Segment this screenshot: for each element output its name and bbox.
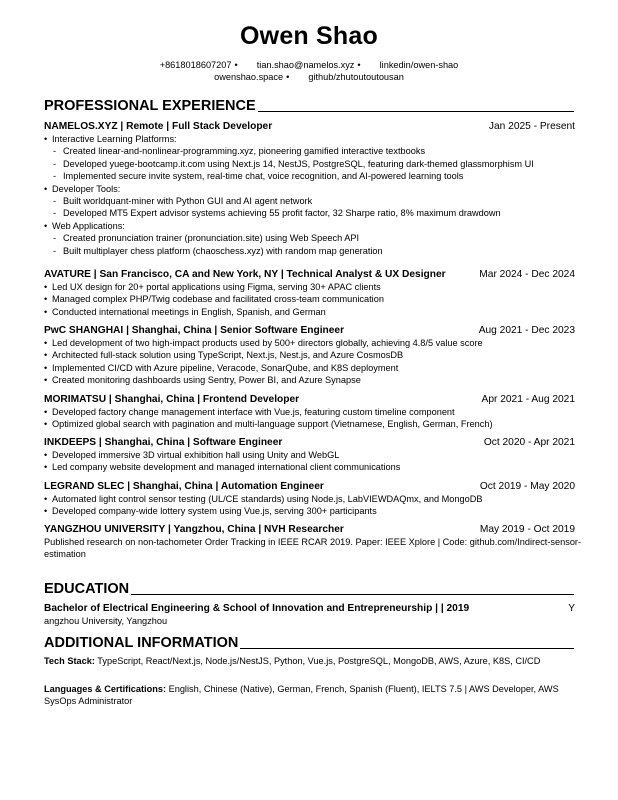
job-date: Mar 2024 - Dec 2024: [479, 269, 575, 280]
job-date: Oct 2019 - May 2020: [479, 481, 575, 492]
list-item: • Led UX design for 20+ portal applications using Figma, serving 30+ APAC clients: [44, 281, 575, 293]
sub-list-item: - Built worldquant-miner with Python GUI and AI agent network: [44, 195, 575, 207]
section-rule: [131, 594, 574, 595]
list-item: • Interactive Learning Platforms:: [44, 133, 575, 145]
sub-list-item: - Implemented secure invite system, real-time chat, voice recognition, and AI-powered learning tools: [44, 170, 575, 182]
list-item: • Developed factory change management interface with Vue.js, featuring custom timeline component: [44, 406, 575, 418]
list-item: • Automated light control sensor testing (UL/CE standards) using Node.js, LabVIEWDAQmx, and MongoDB: [44, 493, 575, 505]
job-title: NAMELOS.XYZ | Remote | Full Stack Developer: [44, 121, 273, 132]
school-name: angzhou University, Yangzhou: [44, 616, 168, 626]
job-title: LEGRAND SLEC | Shanghai, China | Automation Engineer: [44, 481, 324, 492]
education-entry: [44, 602, 575, 627]
list-item: • Implemented CI/CD with Azure pipeline, Veracode, SonarQube, and K8S deployment: [44, 362, 575, 374]
phone-number: +8618018607207: [159, 60, 232, 70]
languages-label: Languages & Certifications:: [44, 684, 167, 694]
experience-section-title: [44, 98, 574, 114]
job-title: YANGZHOU UNIVERSITY | Yangzhou, China | NVH Researcher: [44, 524, 344, 535]
job-date: Jan 2025 - Present: [488, 121, 575, 132]
github-link[interactable]: github/zhutoutoutousan: [308, 72, 404, 82]
additional-section-title: [44, 635, 574, 651]
separator-dot: •: [286, 72, 290, 82]
list-item: • Managed complex PHP/Twig codebase and facilitated cross-team communication: [44, 293, 575, 305]
education-heading: EDUCATION: [44, 581, 130, 597]
list-item: • Optimized global search with pagination and multi-language support (Vietnamese, English, German, French): [44, 418, 575, 430]
list-item: • Developer Tools:: [44, 183, 575, 195]
degree-right-text: Y: [568, 603, 575, 614]
job-avature: [44, 268, 575, 318]
candidate-name: Owen Shao: [240, 22, 378, 50]
linkedin-link[interactable]: linkedin/owen-shao: [379, 60, 459, 70]
job-date: May 2019 - Oct 2019: [479, 524, 575, 535]
degree-title: Bachelor of Electrical Engineering & School of Innovation and Entrepreneurship | | 2019: [44, 603, 470, 614]
job-title: INKDEEPS | Shanghai, China | Software Engineer: [44, 437, 283, 448]
experience-heading: PROFESSIONAL EXPERIENCE: [44, 98, 256, 114]
contact-line-2: [0, 71, 618, 83]
list-item: • Architected full-stack solution using TypeScript, Next.js, Nest.js, and Azure CosmosDB: [44, 349, 575, 361]
job-pwc: [44, 324, 575, 387]
job-morimatsu: [44, 393, 575, 431]
sub-list-item: - Created pronunciation trainer (pronunciation.site) using Web Speech API: [44, 232, 575, 244]
job-legrand: [44, 480, 575, 518]
section-rule: [258, 111, 574, 112]
list-item: • Conducted international meetings in English, Spanish, and German: [44, 306, 575, 318]
website-link[interactable]: owenshao.space: [214, 72, 284, 82]
education-section-title: [44, 581, 574, 597]
tech-stack-label: Tech Stack:: [44, 656, 95, 666]
additional-heading: ADDITIONAL INFORMATION: [44, 635, 239, 651]
sub-list-item: - Developed yuege-bootcamp.it.com using Next.js 14, NestJS, PostgreSQL, featuring dark-themed glassmorphism UI: [44, 158, 575, 170]
tech-stack: [44, 655, 575, 667]
email-link[interactable]: tian.shao@namelos.xyz: [256, 60, 355, 70]
languages-certifications: [44, 683, 575, 708]
job-title: AVATURE | San Francisco, CA and New York, NY | Technical Analyst & UX Designer: [44, 269, 446, 280]
job-date: Oct 2020 - Apr 2021: [483, 437, 575, 448]
job-inkdeeps: [44, 436, 575, 474]
job-date: Aug 2021 - Dec 2023: [478, 325, 575, 336]
job-title: MORIMATSU | Shanghai, China | Frontend Developer: [44, 394, 300, 405]
job-date: Apr 2021 - Aug 2021: [481, 394, 575, 405]
list-item: • Led company website development and managed international client communications: [44, 461, 575, 473]
sub-list-item: - Built multiplayer chess platform (chaoschess.xyz) with random map generation: [44, 245, 575, 257]
sub-list-item: - Created linear-and-nonlinear-programming.xyz, pioneering gamified interactive textbooks: [44, 145, 575, 157]
separator-dot: •: [357, 60, 361, 70]
list-item: • Developed immersive 3D virtual exhibition hall using Unity and WebGL: [44, 449, 575, 461]
sub-list-item: - Developed MT5 Expert advisor systems achieving 55 profit factor, 32 Sharpe ratio, 8% maximum drawdown: [44, 207, 575, 219]
list-item: • Led development of two high-impact products used by 500+ directors globally, achieving 4.8/5 value score: [44, 337, 575, 349]
list-item: • Developed company-wide lottery system using Vue.js, serving 300+ participants: [44, 505, 575, 517]
job-title: PwC SHANGHAI | Shanghai, China | Senior Software Engineer: [44, 325, 345, 336]
job-namelos: [44, 120, 575, 257]
list-item: • Web Applications:: [44, 220, 575, 232]
tech-stack-value: TypeScript, React/Next.js, Node.js/NestJS, Python, Vue.js, PostgreSQL, MongoDB, AWS, Azure, K8S, CI/CD: [97, 656, 541, 666]
contact-line-1: [0, 59, 618, 71]
list-item: • Created monitoring dashboards using Sentry, Power BI, and Azure Synapse: [44, 374, 575, 386]
languages-value: English, Chinese (Native), German, French, Spanish (Fluent), IELTS 7.5 | AWS Developer, AWS SysOps Administrator: [44, 684, 559, 707]
research-description: Published research on non-tachometer Order Tracking in IEEE RCAR 2019. Paper: IEEE Xplore | Code: github.com/Indirect-sensor-estimation: [44, 537, 582, 560]
job-yangzhou: [44, 523, 582, 561]
separator-dot: •: [234, 60, 238, 70]
section-rule: [240, 648, 574, 649]
